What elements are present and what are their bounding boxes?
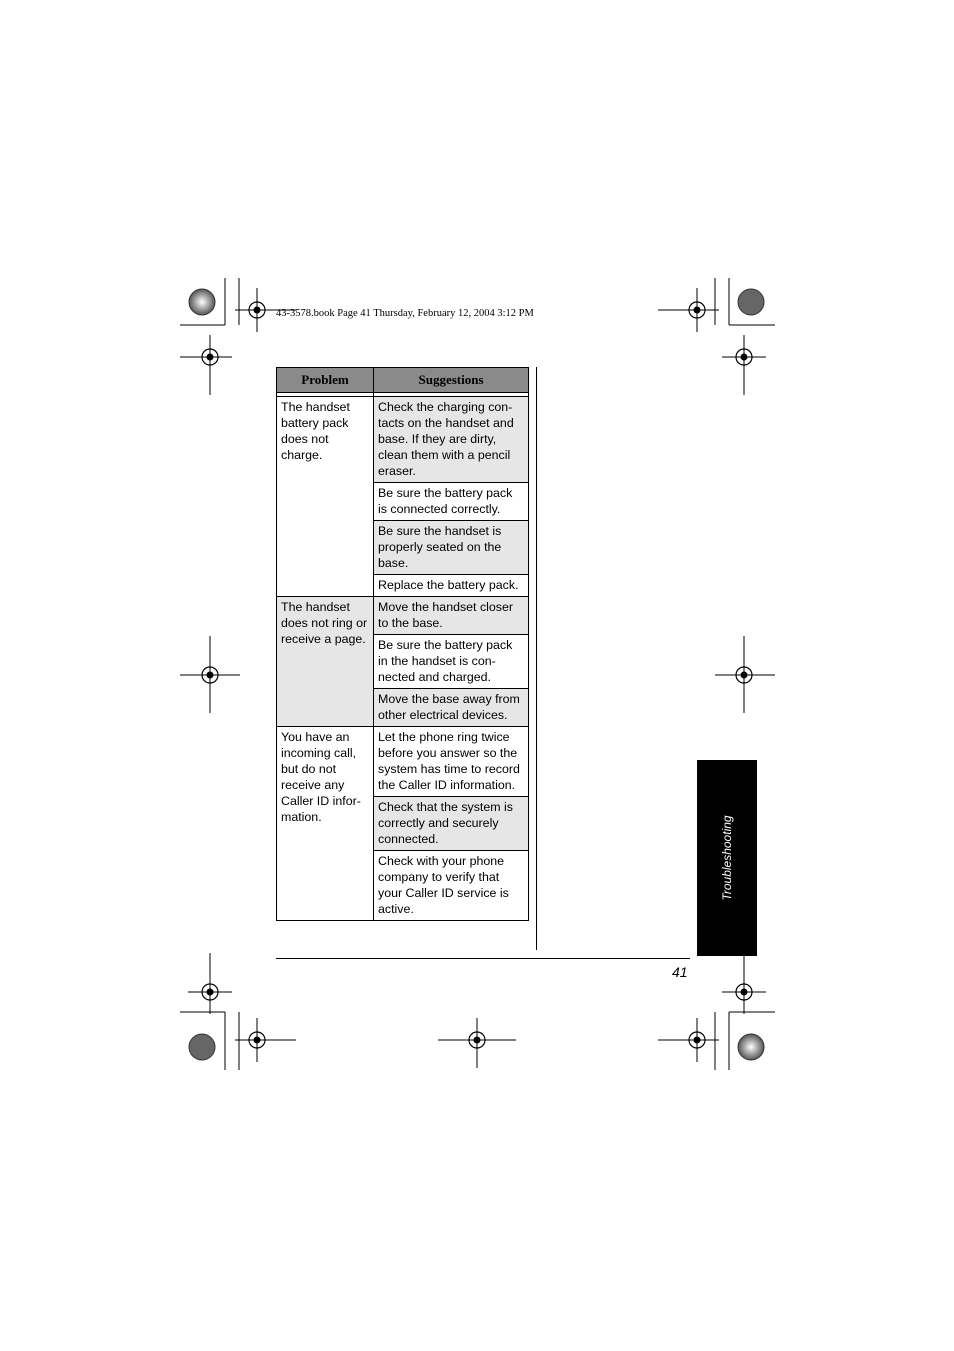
section-tab: [697, 760, 757, 956]
suggestion-cell: Be sure the battery pack is connected correctly.: [374, 483, 529, 521]
footer-rule: [276, 958, 690, 959]
suggestion-cell: Check the charging con-tacts on the handset and base. If they are dirty, clean them with a pencil eraser.: [374, 397, 529, 483]
suggestion-cell: Move the handset closer to the base.: [374, 597, 529, 635]
suggestion-cell: Check with your phone company to verify that your Caller ID service is active.: [374, 851, 529, 921]
suggestion-cell: Be sure the battery pack in the handset is con-nected and charged.: [374, 635, 529, 689]
troubleshooting-table: [276, 367, 529, 921]
table-row: [277, 397, 529, 483]
problem-cell: The handset battery pack does not charge.: [277, 397, 374, 597]
print-slug: 43-3578.book Page 41 Thursday, February 12, 2004 3:12 PM: [276, 308, 534, 319]
suggestion-cell: Be sure the handset is properly seated on the base.: [374, 521, 529, 575]
section-tab-label: Troubleshooting: [720, 815, 734, 901]
suggestion-cell: Move the base away from other electrical devices.: [374, 689, 529, 727]
problem-cell: The handset does not ring or receive a page.: [277, 597, 374, 727]
problem-header: Problem: [277, 368, 374, 393]
table-header-row: [277, 368, 529, 393]
suggestion-cell: Check that the system is correctly and securely connected.: [374, 797, 529, 851]
suggestion-cell: Let the phone ring twice before you answer so the system has time to record the Caller ID information.: [374, 727, 529, 797]
column-divider: [536, 367, 537, 950]
table-row: [277, 727, 529, 797]
page-number: 41: [672, 964, 688, 980]
suggestion-cell: Replace the battery pack.: [374, 575, 529, 597]
problem-cell: You have an incoming call, but do not receive any Caller ID infor-mation.: [277, 727, 374, 921]
suggestions-header: Suggestions: [374, 368, 529, 393]
table-row: [277, 597, 529, 635]
